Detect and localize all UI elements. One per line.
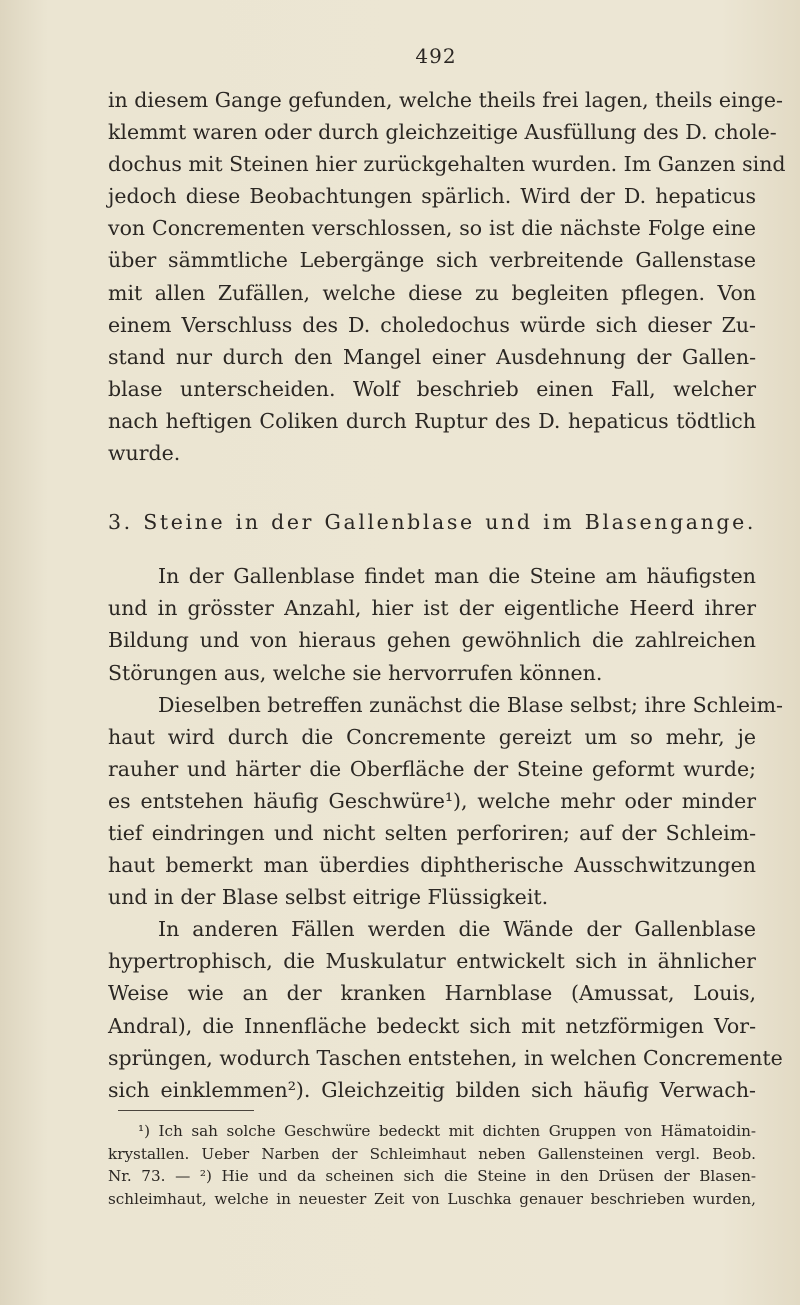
text-line: Bildung und von hieraus gehen gewöhnlich die zahlreichen — [108, 628, 756, 653]
text-line: nach heftigen Coliken durch Ruptur des D. hepaticus tödtlich — [108, 408, 756, 433]
text-line: Störungen aus, welche sie hervorrufen können. — [108, 660, 603, 685]
text-line: mit allen Zufällen, welche diese zu begleiten pflegen. Von — [108, 280, 756, 305]
text-line: sprüngen, wodurch Taschen entstehen, in welchen Concremente — [108, 1045, 783, 1070]
footnote-divider — [118, 1110, 254, 1111]
text-line: In anderen Fällen werden die Wände der Gallenblase — [158, 917, 756, 942]
text-line: hypertrophisch, die Muskulatur entwickelt sich in ähnlicher — [108, 949, 756, 974]
text-line: In der Gallenblase findet man die Steine am häufigsten — [158, 564, 756, 589]
page-number: 492 — [415, 44, 457, 68]
footnote-line: ¹) Ich sah solche Geschwüre bedeckt mit dichten Gruppen von Hämatoidin- — [138, 1122, 756, 1140]
text-line: dochus mit Steinen hier zurückgehalten wurden. Im Ganzen sind — [108, 152, 786, 177]
text-line: von Concrementen verschlossen, so ist die nächste Folge eine — [108, 216, 756, 241]
text-line: Weise wie an der kranken Harnblase (Amussat, Louis, — [108, 981, 756, 1006]
text-line: wurde. — [108, 441, 181, 466]
paragraph-1 — [108, 84, 786, 469]
text-line: haut wird durch die Concremente gereizt um so mehr, je — [108, 724, 756, 749]
text-line: stand nur durch den Mangel einer Ausdehnung der Gallen- — [108, 344, 756, 369]
text-line: blase unterscheiden. Wolf beschrieb einen Fall, welcher — [108, 376, 756, 401]
text-line: haut bemerkt man überdies diphtherische Ausschwitzungen — [108, 853, 756, 878]
section-heading: 3. Steine in der Gallenblase und im Blasengange. — [108, 510, 756, 535]
footnote-line: Nr. 73. — ²) Hie und da scheinen sich die Steine in den Drüsen der Blasen- — [108, 1167, 756, 1185]
text-line: es entstehen häufig Geschwüre¹), welche mehr oder minder — [108, 788, 756, 813]
paragraph-4 — [108, 913, 783, 1106]
text-line: sich einklemmen²). Gleichzeitig bilden sich häufig Verwach- — [108, 1077, 756, 1102]
text-line: Dieselben betreffen zunächst die Blase selbst; ihre Schleim- — [158, 692, 783, 717]
paragraph-2 — [108, 560, 756, 688]
body-text — [108, 84, 786, 1106]
text-line: und in der Blase selbst eitrige Flüssigkeit. — [108, 885, 549, 910]
text-line: rauher und härter die Oberfläche der Steine geformt wurde; — [108, 756, 756, 781]
text-line: in diesem Gange gefunden, welche theils frei lagen, theils einge- — [108, 88, 783, 112]
footnote-line: krystallen. Ueber Narben der Schleimhaut neben Gallensteinen vergl. Beob. — [108, 1144, 756, 1163]
footnotes — [108, 1120, 756, 1210]
text-line: über sämmtliche Lebergänge sich verbreitende Gallenstase — [108, 248, 756, 273]
paragraph-3 — [108, 689, 783, 914]
text-line: und in grösster Anzahl, hier ist der eigentliche Heerd ihrer — [108, 596, 756, 621]
footnote-line: schleimhaut, welche in neuester Zeit von Luschka genauer beschrieben wurden, — [108, 1189, 756, 1208]
text-line: tief eindringen und nicht selten perforiren; auf der Schleim- — [108, 820, 756, 845]
text-line: Andral), die Innenfläche bedeckt sich mit netzförmigen Vor- — [108, 1013, 756, 1038]
text-line: klemmt waren oder durch gleichzeitige Ausfüllung des D. chole- — [108, 120, 777, 145]
text-line: jedoch diese Beobachtungen spärlich. Wird der D. hepaticus — [108, 184, 756, 209]
text-line: einem Verschluss des D. choledochus würde sich dieser Zu- — [108, 312, 756, 337]
